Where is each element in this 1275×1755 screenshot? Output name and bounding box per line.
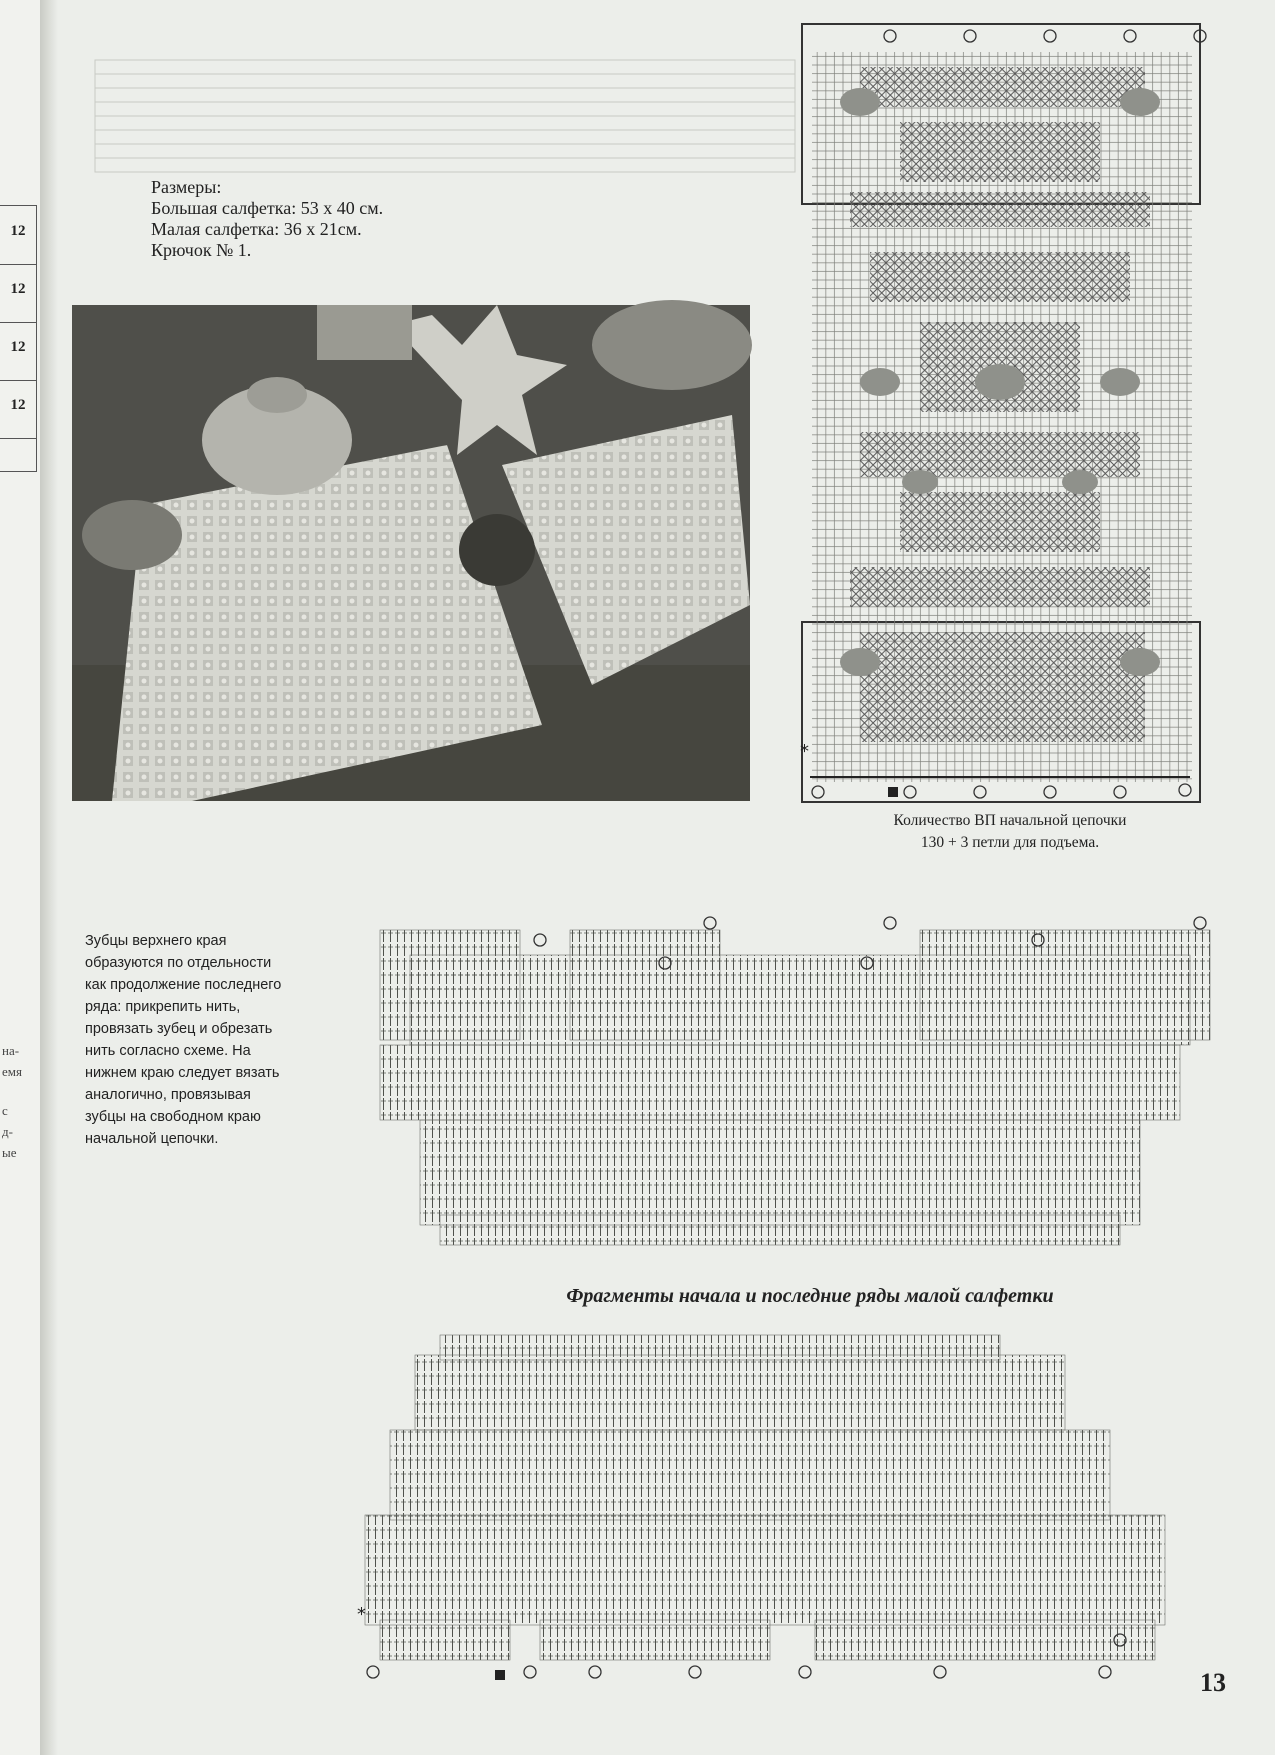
previous-page-text xyxy=(2,1040,22,1163)
caption-line: 130 + 3 петли для подъема. xyxy=(920,834,1100,851)
text-fragment: ые xyxy=(2,1145,17,1160)
large-doily-size: Большая салфетка: 53 х 40 см. xyxy=(151,198,384,218)
note-line: нить согласно схеме. На xyxy=(85,1043,251,1059)
hook-size: Крючок № 1. xyxy=(151,240,252,260)
edge-note xyxy=(85,930,350,1150)
svg-text:*: * xyxy=(800,741,809,762)
note-line: начальной цепочки. xyxy=(85,1131,219,1147)
small-doily-size: Малая салфетка: 36 х 21см. xyxy=(151,219,362,239)
svg-text:*: * xyxy=(357,1604,366,1625)
note-line: нижнем краю следует вязать xyxy=(85,1065,280,1081)
text-fragment: д- xyxy=(2,1124,13,1139)
text-fragment: с xyxy=(2,1103,8,1118)
sizes-heading: Размеры: xyxy=(151,177,222,197)
chain-count-caption xyxy=(830,810,1190,854)
sizes-block xyxy=(151,177,383,261)
note-line: образуются по отдельности xyxy=(85,955,272,971)
stitch-diagram-bottom xyxy=(357,1330,1205,1690)
table-cell: 12 xyxy=(0,322,36,381)
caption-line: Количество ВП начальной цепочки xyxy=(893,812,1127,829)
table-cell: 12 xyxy=(0,264,36,323)
previous-page-table xyxy=(0,205,37,472)
fragments-title: Фрагменты начала и последние ряды малой салфетки xyxy=(566,1285,1054,1307)
note-line: как продолжение последнего xyxy=(85,977,282,993)
start-marker xyxy=(495,1670,505,1680)
stitch-diagram-top xyxy=(380,915,1220,1255)
note-line: зубцы на свободном краю xyxy=(85,1109,261,1125)
table-cell: 12 xyxy=(0,380,36,439)
text-fragment: на- xyxy=(2,1043,20,1058)
note-line: аналогично, провязывая xyxy=(85,1087,251,1103)
page-number: 13 xyxy=(1200,1668,1226,1697)
apple xyxy=(459,514,535,586)
doily-photo xyxy=(72,305,750,801)
start-marker xyxy=(888,787,898,797)
ghost-chart xyxy=(95,60,815,180)
note-line: ряда: прикрепить нить, xyxy=(85,999,241,1015)
book-spine-shadow xyxy=(40,0,58,1755)
note-line: Зубцы верхнего края xyxy=(85,933,227,949)
fruit-bowl xyxy=(592,300,752,390)
filet-crochet-chart xyxy=(800,22,1210,807)
note-line: провязать зубец и обрезать xyxy=(85,1021,273,1037)
text-fragment: емя xyxy=(2,1064,22,1079)
table-cell: 12 xyxy=(0,206,36,265)
